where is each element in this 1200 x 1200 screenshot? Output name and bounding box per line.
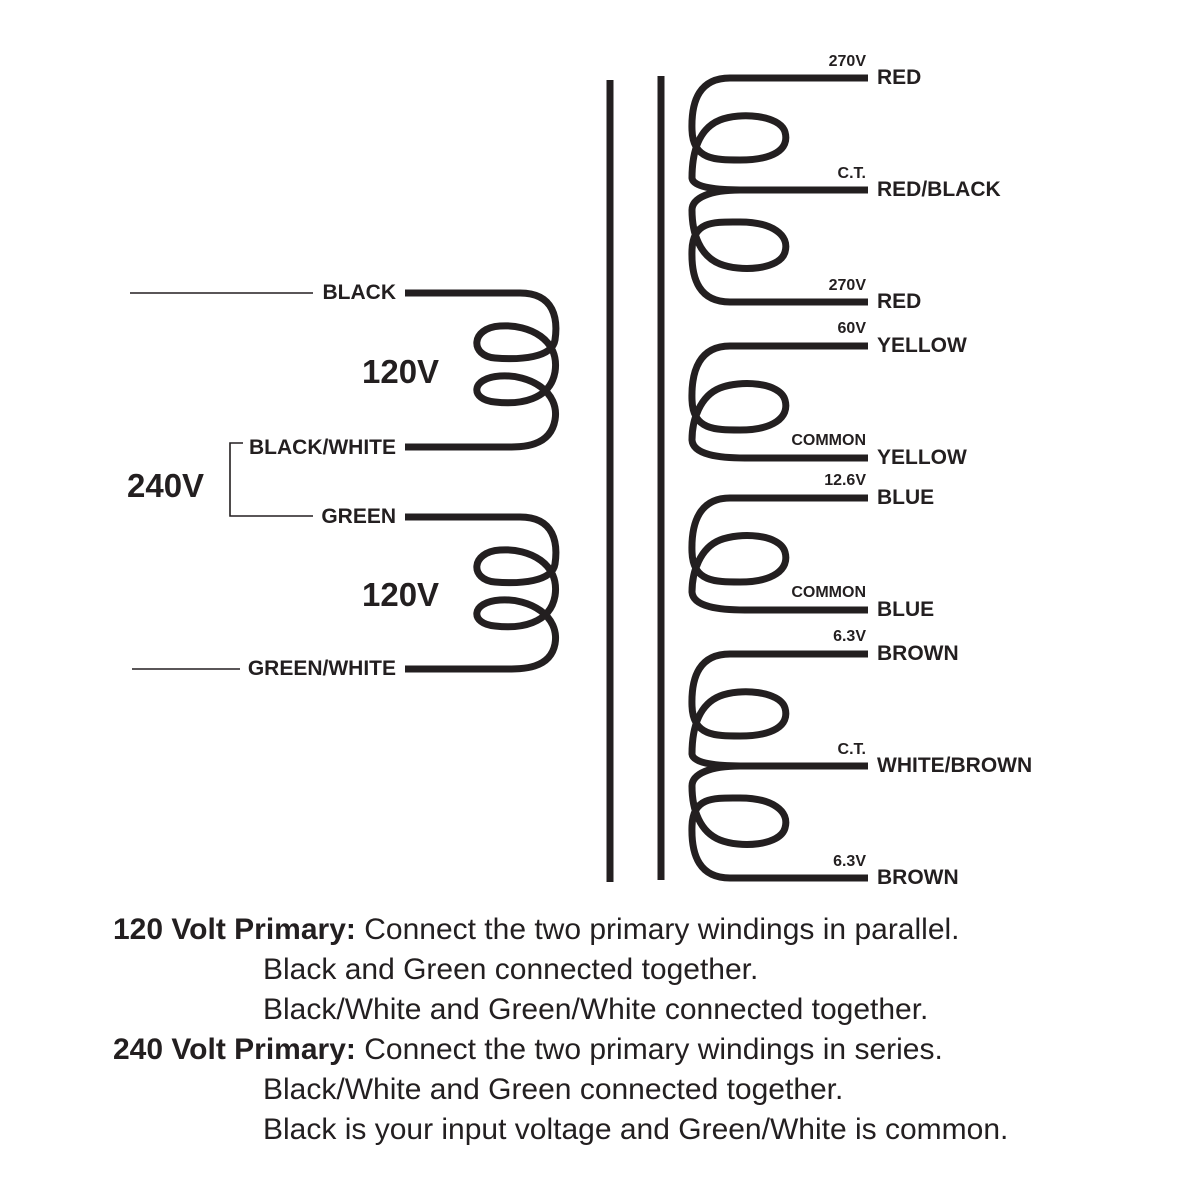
tap-voltage: 6.3V [833,853,866,870]
instruction-120v-text: Connect the two primary windings in parallel. [355,913,960,946]
tap-voltage: 270V [828,53,866,70]
instruction-240v [113,1030,1173,1070]
lead-label-green-white: GREEN/WHITE [247,657,396,680]
lead-label-black: BLACK [322,281,396,304]
tap-voltage: C.T. [837,741,866,758]
tap-voltage: C.T. [837,165,866,182]
secondary-coil-brown [692,654,868,878]
primary-total-voltage: 240V [127,467,205,504]
secondary-winding-brown [692,654,868,878]
lead-label-black-white: BLACK/WHITE [249,436,396,459]
primary-1-voltage: 120V [362,353,440,390]
tap-voltage: 270V [828,277,866,294]
tap-color: BROWN [877,642,959,665]
primary-winding-1 [130,281,556,459]
tap-color: BLUE [877,486,935,509]
lead-label-green: GREEN [321,505,396,528]
instruction-120v-heading: 120 Volt Primary: [113,913,356,946]
instruction-line: Black/White and Green connected together. [263,1073,844,1106]
tap-color: WHITE/BROWN [877,754,1033,777]
instruction-240v-text: Connect the two primary windings in series. [355,1033,943,1066]
instruction-line: Black/White and Green/White connected together. [263,993,929,1026]
tap-color: RED [877,290,922,313]
tap-voltage: 60V [837,320,866,337]
tap-voltage: COMMON [791,432,866,449]
instruction-line: Black and Green connected together. [263,953,759,986]
tap-voltage: 12.6V [824,472,866,489]
wiring-instructions [113,910,1173,1150]
secondary-coil-red [692,78,868,302]
instruction-line: Black is your input voltage and Green/White is common. [263,1113,1009,1146]
primary-2-voltage: 120V [362,576,440,613]
tap-voltage: COMMON [791,584,866,601]
tap-voltage: 6.3V [833,628,866,645]
secondary-winding-red [692,78,868,302]
tap-color: RED [877,66,922,89]
tap-color: RED/BLACK [877,178,1001,201]
instruction-120v [113,910,1173,950]
tap-color: YELLOW [877,334,967,357]
tap-color: BLUE [877,598,935,621]
tap-color: YELLOW [877,446,967,469]
primary-winding-2 [132,505,556,680]
instruction-240v-heading: 240 Volt Primary: [113,1033,356,1066]
tap-color: BROWN [877,866,959,889]
